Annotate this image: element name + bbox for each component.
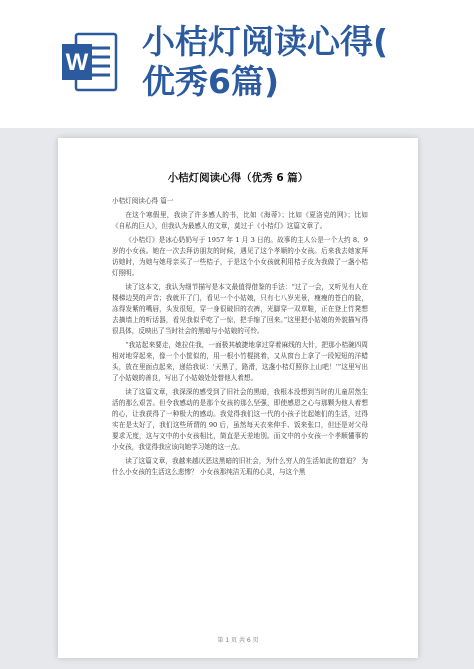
header-banner xyxy=(0,0,474,128)
word-icon-letter: W xyxy=(65,49,89,76)
page-title-line-2: 优秀6篇) xyxy=(142,62,280,101)
document-body xyxy=(112,196,368,481)
document-section-heading: 小桔灯阅读心得 篇一 xyxy=(112,197,174,205)
page-title xyxy=(142,22,472,102)
document-title: 小桔灯阅读心得（优秀 6 篇） xyxy=(167,172,309,184)
document-paragraph: 读了这本文，我认为细节描写是本文最值得借鉴的手法：“过了一会，又听见有人在楼梯边哭的声音；我就开了门，看见一个小姑娘，只有七八岁光景，瘦瘦的苍白的脸，冻得发紫的嘴唇，头发很短，穿一身很破旧的衣裤，光脚穿一双草鞋，正在登上竹凳想去摘墙上的听话器，看见我似乎吃了一惊，把手缩了回来。”这里把小姑娘的外貌描写得很具体，反映出了当时社会的黑暗与小姑娘的可怜。 xyxy=(112,283,368,335)
document-paragraph: 读了这篇文章，我越来越厌恶这黑暗的旧社会，为什么穷人的生活如此的窘迫？ 为什么小女孩的生活这么悲惨？ 小女孩那纯洁无瑕的心灵，与这个黑 xyxy=(112,457,368,476)
document-paragraph: “我站起来要走，她拉住我，一面极其敏捷地拿过穿着麻线的大针，把那小桔碗四周相对地穿起来，像一个小筐似的，用一根小竹棍挑着，又从窗台上拿了一段短短的洋蜡头，放在里面点起来，递给我说：‘天黑了，路滑，这盏小桔灯照你上山吧！’”这里写出了小姑娘的善良，写出了小姑娘处处替他人着想。 xyxy=(112,341,368,382)
word-document-icon xyxy=(60,30,118,94)
document-paragraph: 《小桔灯》是冰心奶奶写于 1957 年 1 月 3 日的。故事的主人公是一个大约 8、9 岁的小女孩。她在一次去拜访朋友的时候，遇见了这个孝顺的小女孩。后来我去她家拜访她时，为她与她母亲买了一些桔子，于是这个小女孩就利用桔子皮为我做了一盏小桔灯照明。 xyxy=(112,236,368,277)
document-paragraph: 在这个寒假里，我读了许多感人的书，比如《海蒂》；比如《夏洛克的网》；比如《自私的巨人》，但我认为最感人的文章，莫过于《小桔灯》这篇文章了。 xyxy=(112,211,368,230)
document-paragraph: 读了这篇文章，我深深的感受到了旧社会的黑暗，我根本没想到当时的儿童居然生活的那么艰苦。但令我感动的是那个女孩的那么坚强，即使感恩之心与那颗为他人着想的心，让我获得了一种极大的感动。我觉得我们这一代的小孩子比起她们的生活，过得实在是太好了，我们这些所谓的 90 后，虽然每天衣来伸手、饭来张口，但还是对父母要求无度，这与文中的小女孩相比，简直是天差地别。而文中的小女孩一个孝顺懂事的小女孩，我觉得我应该向她学习她的这一点。 xyxy=(112,388,368,451)
page-number-footer: 第 1 页 共 6 页 xyxy=(217,637,259,644)
document-page xyxy=(58,138,418,658)
page-title-line-1: 小桔灯阅读心得( xyxy=(142,22,389,61)
